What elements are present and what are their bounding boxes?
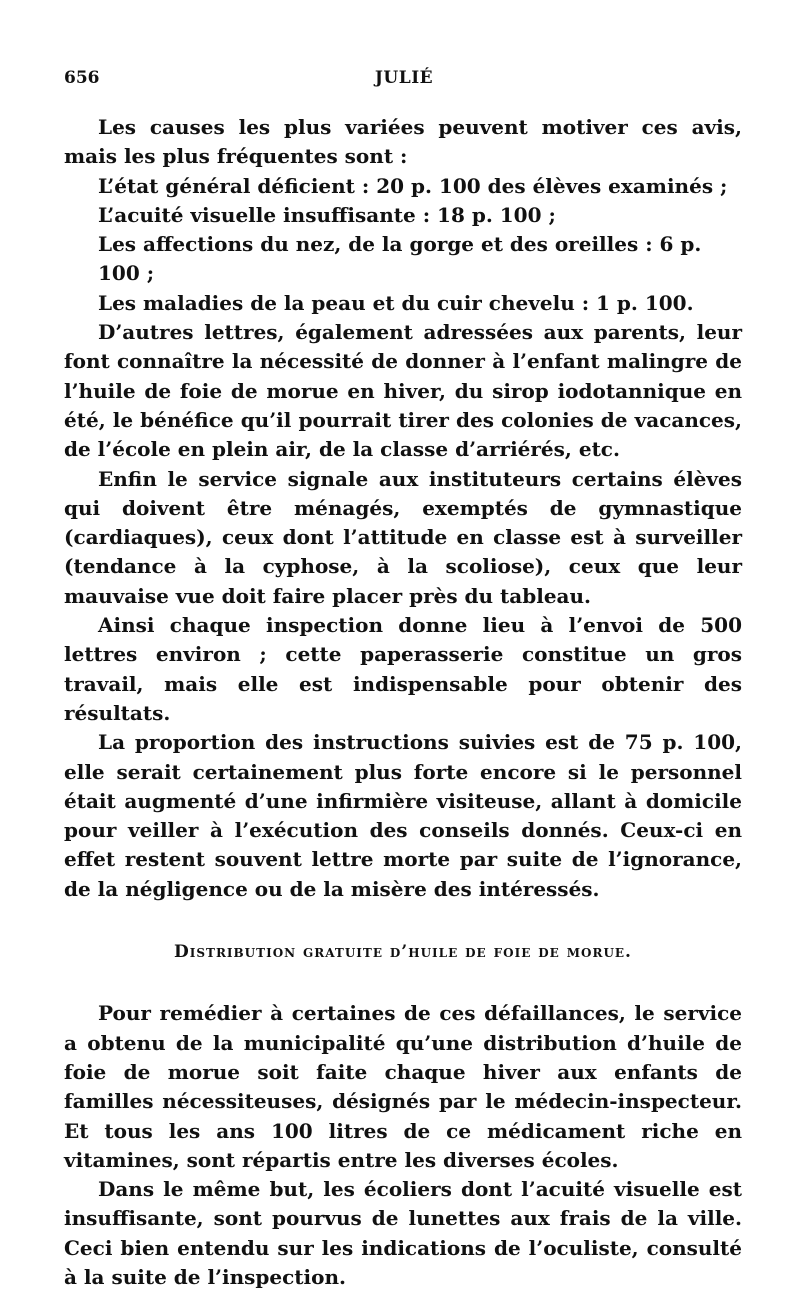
paragraph-letters: D’autres lettres, également adressées aux parents, leur font connaître la nécessité de donner à l’enfant malingre de l’huile de foie de morue en hiver, du sirop iodotannique en été, le bénéfice qu’il pourrait tirer des colonies de vacances, de l’école en plein air, de la classe d’arriérés, etc. [64,320,742,462]
page-number: 656 [64,68,100,88]
list-item: L’acuité visuelle insuffisante : 18 p. 100 ; [98,202,556,227]
paragraph-cod-liver-oil: Pour remédier à certaines de ces défaillances, le service a obtenu de la municipalité qu’une distribution d’huile de foie de morue soit faite chaque hiver aux enfants de familles nécessiteuses, désignés par le médecin-inspecteur. Et tous les ans 100 litres de ce médicament riche en vitamines, sont répartis entre les diverses écoles. [64,1001,742,1172]
list-item: L’état général déficient : 20 p. 100 des élèves examinés ; [98,173,728,198]
paragraph-glasses: Dans le même but, les écoliers dont l’acuité visuelle est insuffisante, sont pourvus de lunettes aux frais de la ville. Ceci bien entendu sur les indications de l’oculiste, consulté à la suite de l’inspection. [64,1177,742,1289]
list-item: Les affections du nez, de la gorge et des oreilles : 6 p. 100 ; [98,232,702,286]
paragraph-intro: Les causes les plus variées peuvent motiver ces avis, mais les plus fréquentes sont : [64,115,742,169]
statistics-list [64,172,742,318]
section-heading: Distribution gratuite d’huile de foie de morue. [174,942,632,963]
paragraph-teachers: Enfin le service signale aux instituteurs certains élèves qui doivent être ménagés, exemptés de gymnastique (cardiaques), ceux dont l’attitude en classe est à surveiller (tendance à la cyphose, à la scoliose), ceux que leur mauvaise vue doit faire placer près du tableau. [64,466,742,608]
body-text [64,113,742,1292]
paragraph-paperwork: Ainsi chaque inspection donne lieu à l’envoi de 500 lettres environ ; cette paperasserie constitue un gros travail, mais elle est indispensable pour obtenir des résultats. [64,613,742,725]
paragraph-proportion: La proportion des instructions suivies est de 75 p. 100, elle serait certainement plus forte encore si le personnel était augmenté d’une infirmière visiteuse, allant à domicile pour veiller à l’exécution des conseils donnés. Ceux-ci en effet restent souvent lettre morte par suite de l’ignorance, de la négligence ou de la misère des intéressés. [64,730,742,901]
running-title: JULIÉ [374,68,434,88]
list-item: Les maladies de la peau et du cuir chevelu : 1 p. 100. [98,290,694,315]
running-head [64,68,744,98]
